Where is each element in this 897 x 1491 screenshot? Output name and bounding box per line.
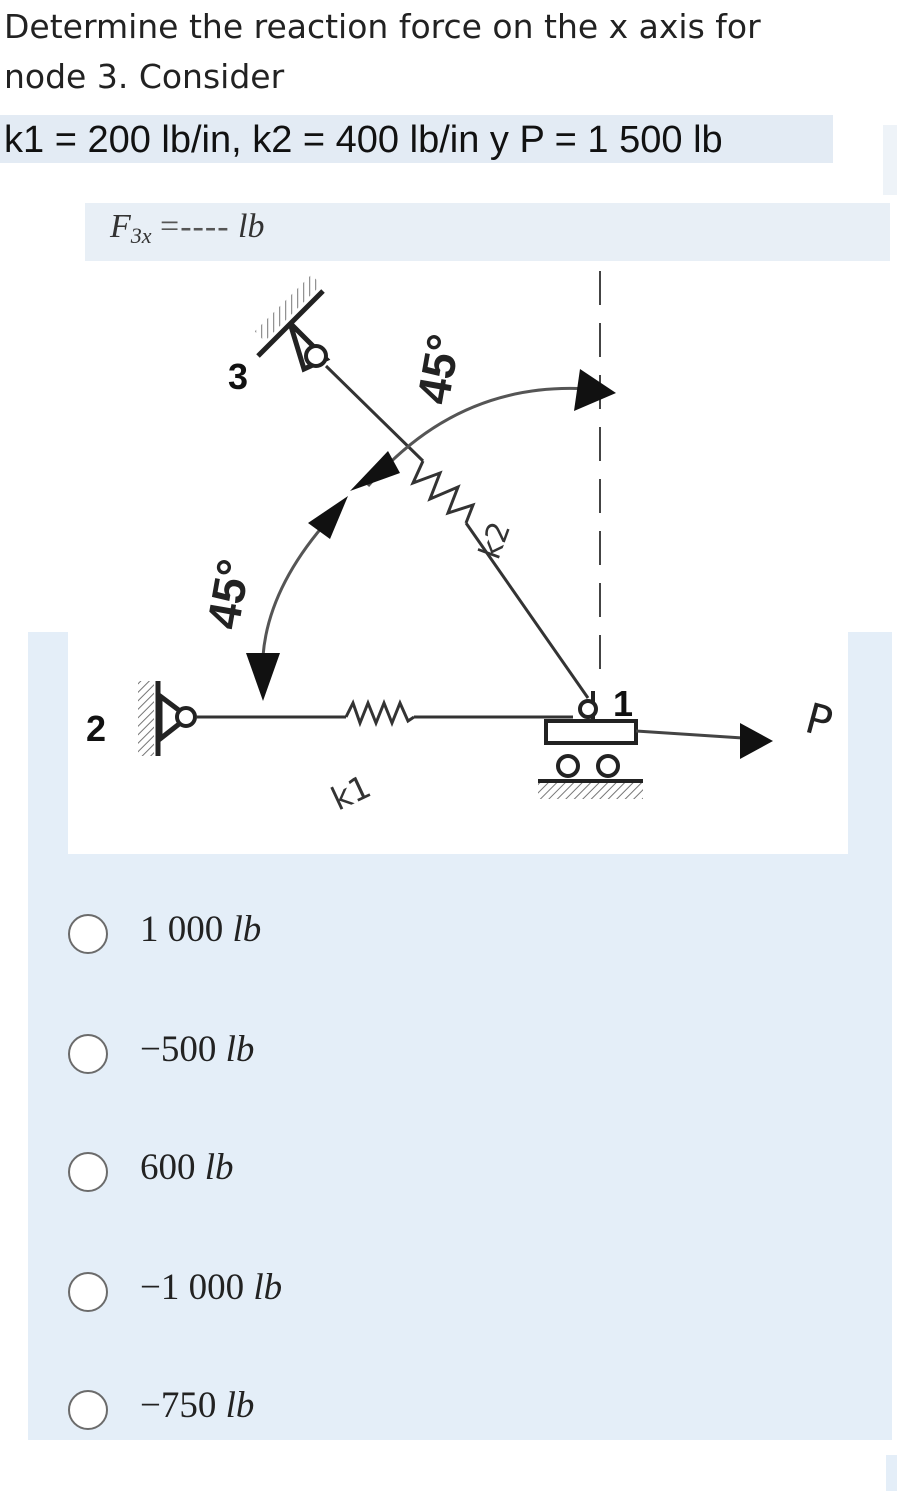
option-5-unit: lb xyxy=(225,1385,255,1426)
option-2-value: −500 xyxy=(140,1029,217,1070)
option-1-radio[interactable] xyxy=(68,914,108,954)
option-5-radio[interactable] xyxy=(68,1390,108,1430)
option-1-value: 1 000 xyxy=(140,909,224,950)
formula-subscript: 3x xyxy=(130,223,152,248)
option-3-value: 600 xyxy=(140,1147,196,1188)
option-4-unit: lb xyxy=(253,1267,283,1308)
node-2-support xyxy=(138,681,195,756)
node-2-label: 2 xyxy=(86,708,107,749)
formula-unit: lb xyxy=(238,208,265,245)
option-3-radio[interactable] xyxy=(68,1152,108,1192)
question-line-2: node 3. Consider xyxy=(4,57,285,96)
scroll-edge-bottom xyxy=(886,1455,897,1491)
node-3-label: 3 xyxy=(228,356,249,397)
question-text xyxy=(4,2,864,102)
load-arrow-p xyxy=(636,723,773,759)
option-3-unit: lb xyxy=(204,1147,234,1188)
option-2-unit: lb xyxy=(225,1029,255,1070)
load-label-p: P xyxy=(800,693,838,748)
option-1-unit: lb xyxy=(232,909,262,950)
angle-label-left: 45° xyxy=(196,555,260,633)
spring-diagram xyxy=(68,261,848,854)
option-4-radio[interactable] xyxy=(68,1272,108,1312)
option-2-label xyxy=(140,1028,254,1071)
option-2-radio[interactable] xyxy=(68,1034,108,1074)
node-3-support xyxy=(255,275,326,369)
answer-formula xyxy=(110,208,264,246)
option-5-value: −750 xyxy=(140,1385,217,1426)
option-4-label xyxy=(140,1266,282,1309)
angle-label-top: 45° xyxy=(406,330,470,408)
option-3-label xyxy=(140,1146,234,1189)
scroll-edge xyxy=(883,125,897,195)
formula-equals: =---- xyxy=(160,208,230,245)
node-1-label: 1 xyxy=(613,683,634,724)
question-line-1: Determine the reaction force on the x axis for xyxy=(4,7,761,46)
option-1-label xyxy=(140,908,261,951)
spring-k1-label: k1 xyxy=(325,767,377,819)
option-4-value: −1 000 xyxy=(140,1267,245,1308)
spring-k2-label: k2 xyxy=(472,517,518,564)
spring-k1 xyxy=(196,703,573,723)
formula-symbol: F xyxy=(110,208,131,245)
option-5-label xyxy=(140,1384,254,1427)
angle-arc-left xyxy=(246,496,348,701)
parameters-line: k1 = 200 lb/in, k2 = 400 lb/in y P = 1 500 lb xyxy=(4,119,723,161)
